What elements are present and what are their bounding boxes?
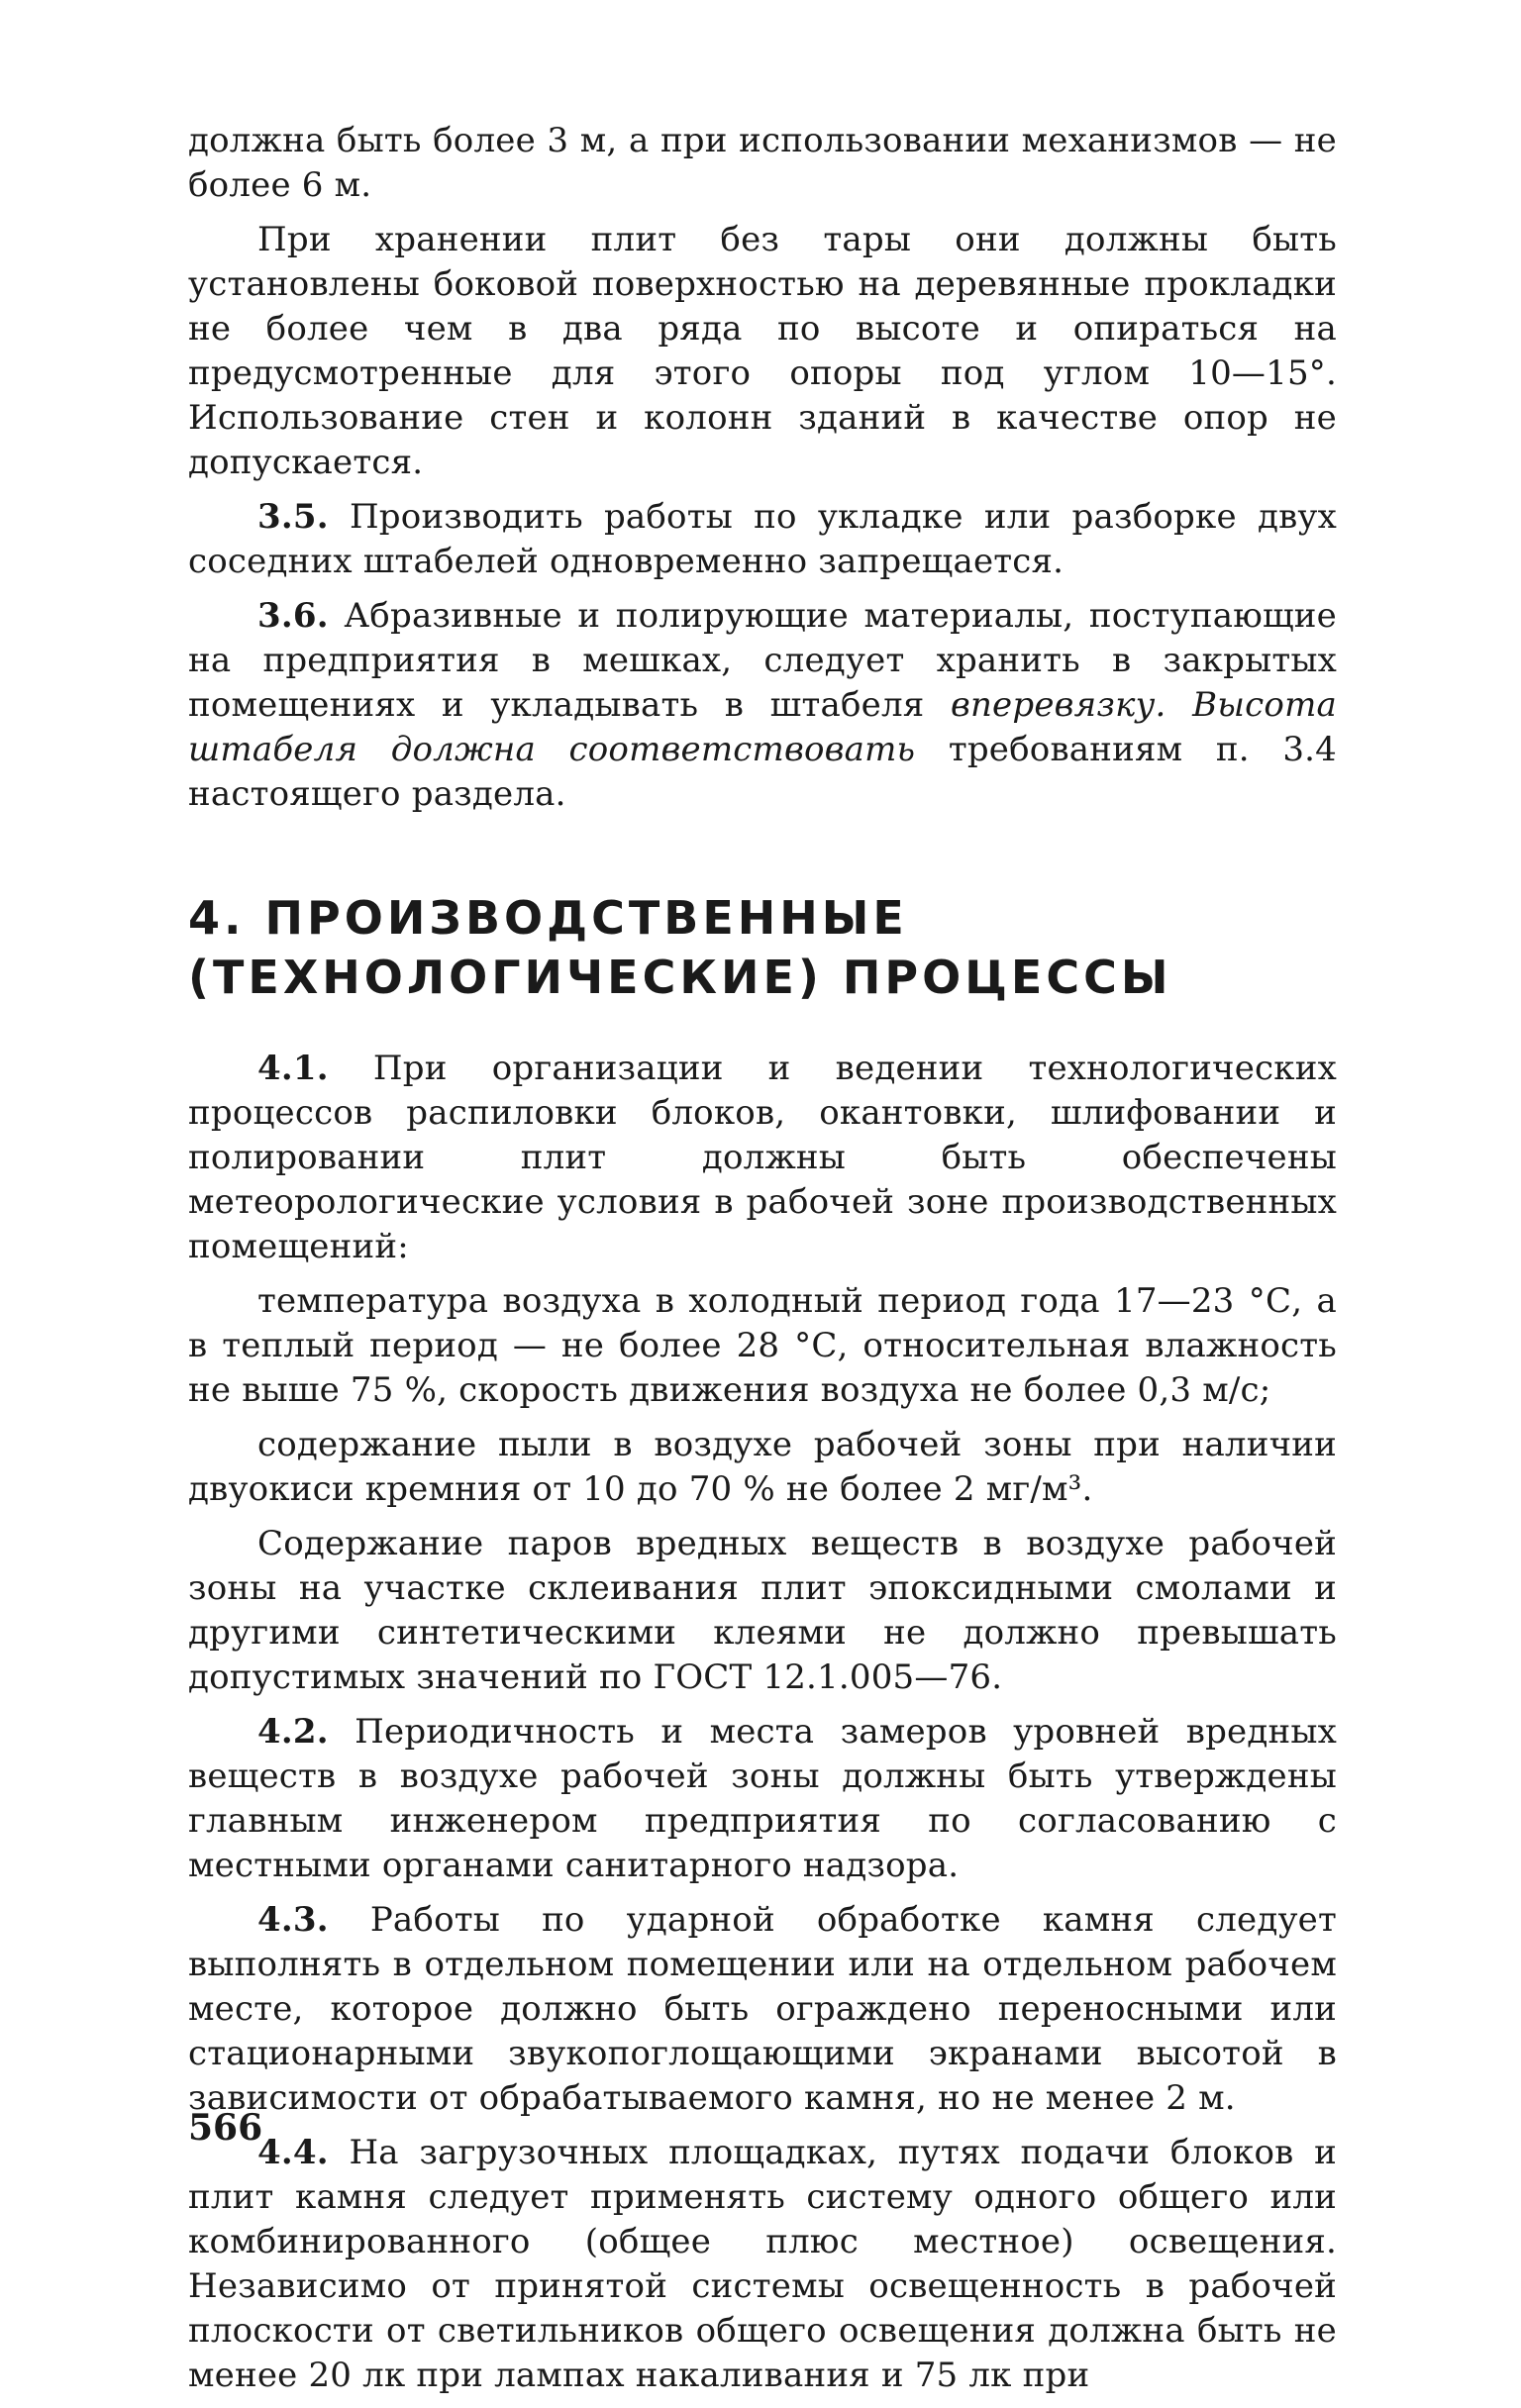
section-heading-line1: 4. ПРОИЗВОДСТВЕННЫЕ — [188, 891, 908, 945]
paragraph-text: Абразивные и полирующие материалы, поступающие на предприятия в мешках, следует хранить в закрытых помещениях и укладывать в штабеля — [188, 596, 1337, 725]
paragraph-plate-storage: При хранении плит без тары они должны быть установлены боковой поверхностью на деревянные прокладки не более чем в два ряда по высоте и опираться на предусмотренные для этого опоры под углом 10—15°. Использование стен и колонн зданий в качестве опор не допускается. — [188, 220, 1337, 482]
intro-paragraph-continuation: должна быть более 3 м, а при использовании механизмов — не более 6 м. — [188, 121, 1337, 205]
paragraph-number: 4.1. — [257, 1049, 329, 1088]
paragraph-text: На загрузочных площадках, путях подачи блоков и плит камня следует применять систему одного общего или комбинированного (общее плюс местное) освещения. Независимо от принятой системы освещенность в рабочей плоскости от светильников общего освещения должна быть не менее 20 лк при лампах накаливания и 75 лк при — [188, 2133, 1337, 2395]
paragraph-number: 4.4. — [257, 2133, 329, 2172]
paragraph-text: При организации и ведении технологических процессов распиловки блоков, окантовки, шлифовании и полировании плит должны быть обеспечены метеорологические условия в рабочей зоне производственных помещений: — [188, 1049, 1337, 1266]
paragraph-4-3 — [188, 1898, 1337, 2121]
paragraph-4-2 — [188, 1710, 1337, 1888]
paragraph-text: Работы по ударной обработке камня следует выполнять в отдельном помещении или на отдельном рабочем месте, которое должно быть ограждено переносными или стационарными звукопоглощающими экранами высотой в зависимости от обрабатываемого камня, но не менее 2 м. — [188, 1900, 1337, 2118]
paragraph-vapor: Содержание паров вредных веществ в воздухе рабочей зоны на участке склеивания плит эпоксидными смолами и другими синтетическими клеями не должно превышать допустимых значений по ГОСТ 12.1.005—76. — [188, 1524, 1337, 1697]
paragraph-3-6 — [188, 594, 1337, 817]
paragraph-text: Производить работы по укладке или разборке двух соседних штабелей одновременно запрещается. — [188, 497, 1337, 581]
section-heading-line2: (ТЕХНОЛОГИЧЕСКИЕ) ПРОЦЕССЫ — [188, 951, 1172, 1004]
paragraph-3-5 — [188, 495, 1337, 584]
paragraph-text: Периодичность и места замеров уровней вредных веществ в воздухе рабочей зоны должны быть утверждены главным инженером предприятия по согласованию с местными органами санитарного надзора. — [188, 1712, 1337, 1885]
document-page — [188, 119, 1337, 2408]
paragraph-number: 4.2. — [257, 1712, 329, 1752]
section-heading — [188, 888, 1337, 1007]
paragraph-4-4 — [188, 2131, 1337, 2398]
paragraph-dust: содержание пыли в воздухе рабочей зоны при наличии двуокиси кремния от 10 до 70 % не более 2 мг/м³. — [188, 1425, 1337, 1509]
paragraph-number: 3.5. — [257, 497, 329, 537]
paragraph-4-1 — [188, 1047, 1337, 1269]
paragraph-text-italic: вперевязку. Высота штабеля должна соответствовать — [188, 685, 1337, 769]
paragraph-number: 3.6. — [257, 596, 329, 636]
paragraph-text: требованиям п. 3.4 настоящего раздела. — [188, 730, 1337, 814]
paragraph-temperature: температура воздуха в холодный период года 17—23 °С, а в теплый период — не более 28 °С, относительная влажность не выше 75 %, скорость движения воздуха не более 0,3 м/с; — [188, 1281, 1337, 1410]
page-number: 566 — [188, 2107, 263, 2149]
paragraph-number: 4.3. — [257, 1900, 329, 1940]
